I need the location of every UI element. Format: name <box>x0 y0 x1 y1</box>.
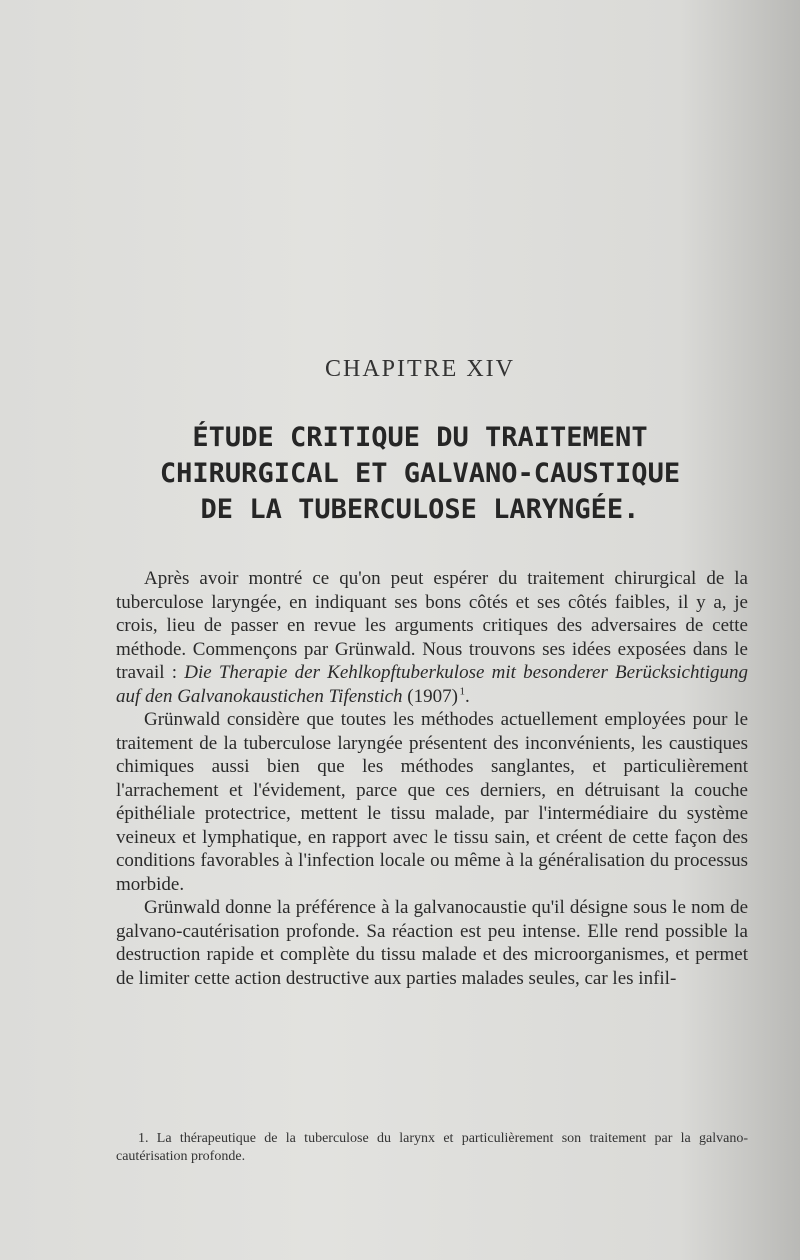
cited-work-title: Die Therapie der Kehlkopftuberkulose mit besonderer Berücksichtigung auf den Galvanokaustichen Tifenstich <box>116 662 749 707</box>
chapter-number: CHAPITRE XIV <box>325 356 515 382</box>
cited-work-year: (1907) <box>407 685 458 707</box>
paragraph-text: Après avoir montré ce qu'on peut espérer du traitement chirurgical de la tuberculose laryngée, en indiquant ses bons côtés et ses côtés faibles, il y a, je crois, lieu de passer en revue les arguments critiques des adversaires de cette méthode. Commençons par Grünwald. Nous trouvons ses idées exposées dans le travail : <box>116 568 748 683</box>
body-text <box>116 567 748 990</box>
paragraph-end: . <box>465 685 470 707</box>
chapter-title-line: DE LA TUBERCULOSE LARYNGÉE. <box>200 494 640 525</box>
footnote-reference: 1 <box>459 685 466 698</box>
chapter-title <box>0 420 800 528</box>
paragraph: Grünwald considère que toutes les méthodes actuellement employées pour le traitement de la tuberculose laryngée présentent des inconvénients, les caustiques chimiques aussi bien que les méthodes sanglantes, et particulièrement l'arrachement et l'évidement, parce que ces derniers, en détruisant la couche épithéliale protectrice, mettent le tissu malade, par l'intermédiaire du système veineux et lymphatique, en rapport avec le tissu sain, et créent de cette façon des conditions favorables à l'infection locale ou même à la généralisation du processus morbide. <box>116 709 748 895</box>
paragraph <box>116 567 748 708</box>
chapter-title-line: CHIRURGICAL ET GALVANO-CAUSTIQUE <box>159 458 681 489</box>
chapter-title-line: ÉTUDE CRITIQUE DU TRAITEMENT <box>192 422 648 453</box>
paragraph: Grünwald donne la préférence à la galvanocaustie qu'il désigne sous le nom de galvano-cautérisation profonde. Sa réaction est peu intense. Elle rend possible la destruction rapide et complète du tissu malade et des microorganismes, et permet de limiter cette action destructive aux parties malades seules, car les infil- <box>116 897 748 989</box>
footnote: 1. La thérapeutique de la tuberculose du larynx et particulièrement son traitement par la galvano-cautérisation profonde. <box>116 1131 748 1164</box>
